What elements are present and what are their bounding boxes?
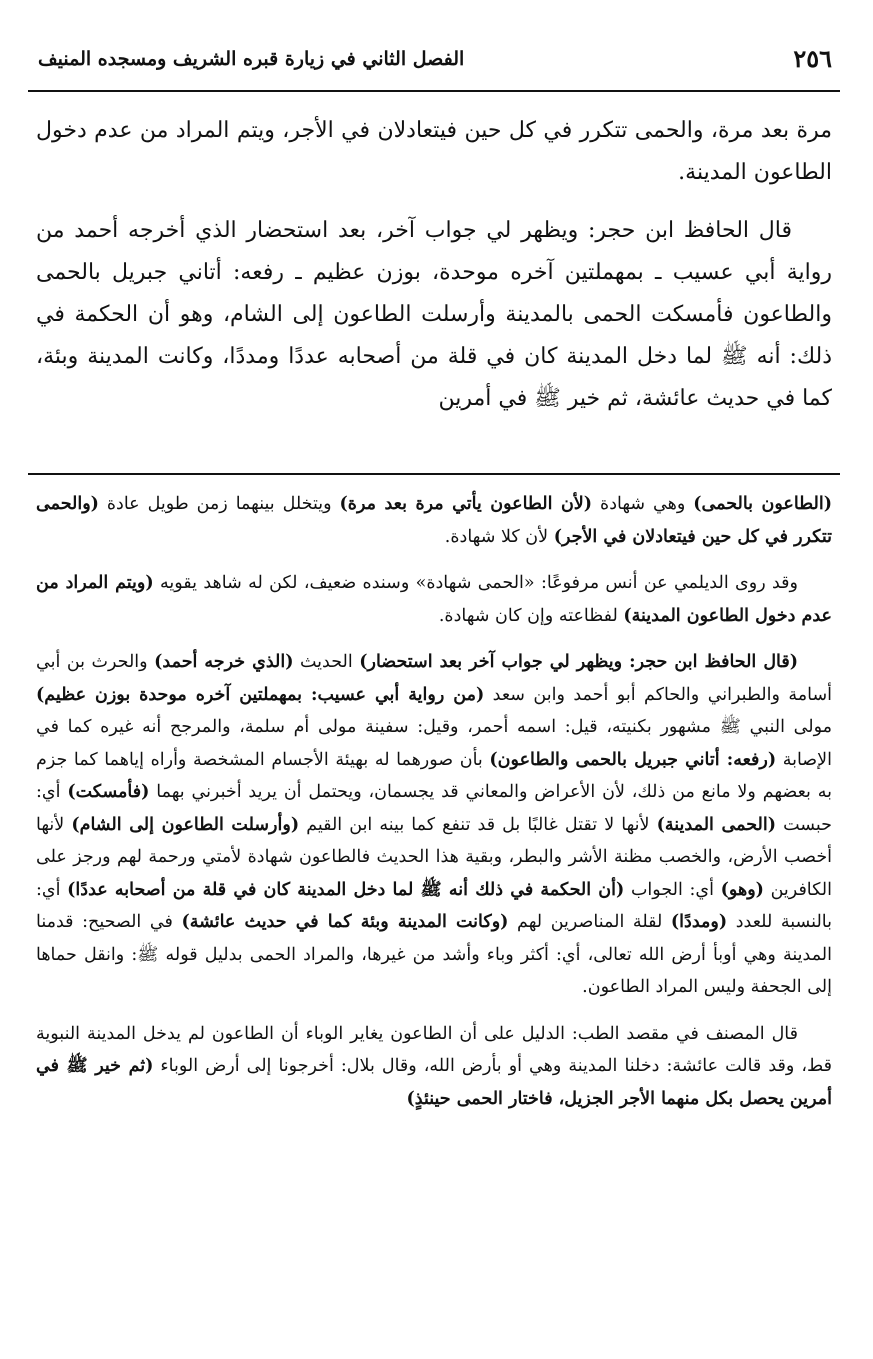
commentary (36, 488, 832, 1129)
commentary-text: في الصحيح: قدمنا المدينة وهي أوبأ أرض الله تعالى، أي: أكثر وباء وأشد من غيرها، والمراد الحمى بدليل قوله ﷺ: وانقل حماها إلى الجحفة وليس المراد الطاعون. (36, 912, 832, 997)
lemma: (وكانت المدينة وبئة كما في حديث عائشة) (181, 912, 509, 932)
commentary-text: لفظاعته وإن كان شهادة. (438, 605, 624, 626)
commentary-text: الحديث (293, 652, 360, 672)
lemma: (رفعه: أتاني جبريل بالحمى والطاعون) (489, 749, 777, 770)
commentary-text: أي: حبست (36, 782, 832, 835)
lemma: (ثم خير ﷺ في أمرين يحصل بكل منهما الأجر الجزيل، فاختار الحمى حينئذٍ) (36, 1056, 832, 1109)
commentary-text: أي: بالنسبة للعدد (36, 879, 832, 932)
lemma: (وأرسلت الطاعون إلى الشام) (71, 814, 300, 835)
lemma: (من رواية أبي عسيب: بمهملتين آخره موحدة بوزن عظيم) (36, 684, 485, 705)
lemma: (ويتم المراد من عدم دخول الطاعون المدينة) (36, 573, 832, 626)
commentary-paragraph (36, 567, 832, 632)
main-paragraph: قال الحافظ ابن حجر: ويظهر لي جواب آخر، بعد استحضار الذي أخرجه أحمد من رواية أبي عسيب ـ بمهملتين آخره موحدة، بوزن عظيم ـ رفعه: أتاني جبريل بالحمى والطاعون فأمسكت الحمى بالمدينة وأرسلت الطاعون إلى الشام، وهو أن الحكمة في ذلك: أنه ﷺ لما دخل المدينة كان في قلة من أصحابه عددًا ومددًا، وكانت المدينة وبئة، كما في حديث عائشة، ثم خير ﷺ في أمرين (36, 218, 832, 411)
commentary-text: قال المصنف في مقصد الطب: الدليل على أن الطاعون يغاير الوباء أن الطاعون لم يدخل المدينة النبوية قط، وقد قالت عائشة: دخلنا المدينة وهي أو بأرض الله، وقال بلال: أخرجونا إلى أرض الوباء (36, 1023, 833, 1076)
lemma: (وهو) (720, 879, 764, 900)
commentary-text: وقد روى الديلمي عن أنس مرفوعًا: «الحمى شهادة» وسنده ضعيف، لكن له شاهد يقويه (153, 573, 798, 593)
book-page (28, 28, 840, 1328)
commentary-text: لقلة المناصرين لهم (508, 912, 671, 932)
lemma: (الذي خرجه أحمد) (154, 652, 294, 672)
page-header (28, 38, 840, 78)
commentary-text: ويتخلل بينهما زمن طويل عادة (98, 494, 340, 514)
main-text (36, 110, 832, 436)
main-paragraph: مرة بعد مرة، والحمى تتكرر في كل حين فيتعادلان في الأجر، ويتم المراد من عدم دخول الطاعون المدينة. (36, 118, 832, 185)
commentary-text: لأنها لا تقتل غالبًا بل قد تنفع كما بينه ابن القيم (299, 814, 657, 835)
page-number: ٢٥٦ (793, 44, 832, 73)
lemma: (أن الحكمة في ذلك أنه ﷺ لما دخل المدينة كان في قلة من أصحابه عددًا) (67, 879, 625, 900)
commentary-text: أي: الجواب (624, 879, 721, 900)
lemma: (الطاعون بالحمى) (693, 494, 833, 514)
running-title: الفصل الثاني في زيارة قبره الشريف ومسجده المنيف (38, 48, 465, 70)
commentary-text: وهي شهادة (592, 494, 694, 514)
footnote-rule (28, 473, 840, 475)
lemma: (ومددًا) (670, 912, 728, 932)
lemma: (قال الحافظ ابن حجر: ويظهر لي جواب آخر بعد استحضار) (359, 652, 799, 672)
commentary-paragraph (36, 1018, 832, 1116)
commentary-paragraph (36, 646, 832, 1004)
lemma: (لأن الطاعون يأتي مرة بعد مرة) (339, 494, 593, 514)
commentary-text: لأنها أخصب الأرض، والخصب مظنة الأشر والبطر، وبقية هذا الحديث فالطاعون شهادة لأمتي ورحمة لهم ورجز على الكافرين (36, 814, 833, 900)
lemma: (الحمى المدينة) (656, 814, 777, 835)
commentary-text: والحرث بن أبي أسامة والطبراني والحاكم أبو أحمد وابن سعد (36, 652, 833, 705)
commentary-text: لأن كلا شهادة. (444, 526, 554, 547)
commentary-text: مولى النبي ﷺ مشهور بكنيته، قيل: اسمه أحمر، وقيل: سفينة مولى أم سلمة، والمرجح أنه غيره كما في الإصابة (36, 717, 832, 770)
header-rule (28, 90, 840, 92)
commentary-text: بأن صورهما له بهيئة الأجسام المشخصة وأراه إياهما كما جزم به بعضهم ولا مانع من ذلك، لأن الأعراض والمعاني قد يجسمان، ويحتمل أن يريد أخبرني بهما (36, 749, 832, 802)
commentary-paragraph (36, 488, 832, 553)
lemma: (فأمسكت) (67, 782, 150, 802)
lemma: (والحمى تتكرر في كل حين فيتعادلان في الأجر) (36, 494, 832, 547)
